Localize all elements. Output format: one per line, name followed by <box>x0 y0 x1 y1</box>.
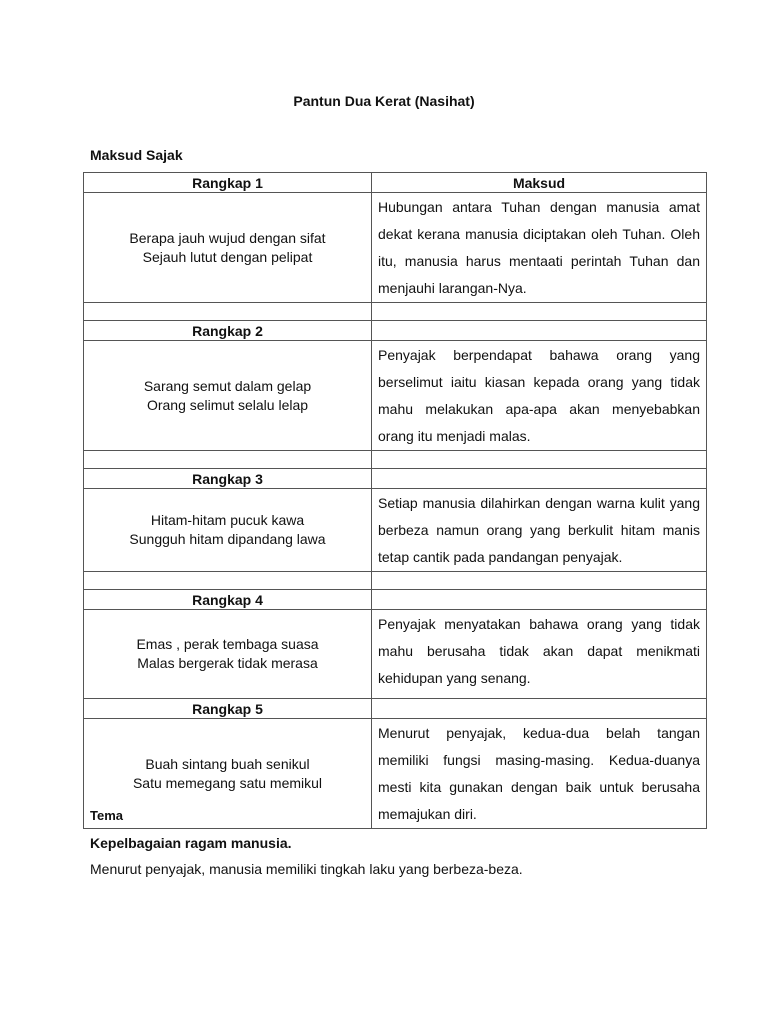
meaning-cell <box>372 719 707 829</box>
meaning-cell <box>372 610 707 699</box>
spacer-row <box>84 572 707 590</box>
table-row <box>84 193 707 303</box>
meaning-text: Setiap manusia dilahirkan dengan warna kulit yang berbeza namun orang yang berkulit hitam manis tetap cantik pada pandangan penyajak. <box>378 495 700 565</box>
verse-line: Buah sintang buah senikul <box>145 755 310 772</box>
verse-cell <box>84 719 372 829</box>
verse-line: Orang selimut selalu lelap <box>146 396 309 413</box>
spacer-row <box>84 451 707 469</box>
verse-line: Satu memegang satu memikul <box>132 774 323 791</box>
tema-description: Menurut penyajak, manusia memiliki tingkah laku yang berbeza-beza. <box>90 861 523 877</box>
verse-line: Sarang semut dalam gelap <box>143 377 312 394</box>
section-heading: Maksud Sajak <box>90 147 183 163</box>
verse-cell <box>84 341 372 451</box>
meaning-cell <box>372 341 707 451</box>
meaning-text: Penyajak menyatakan bahawa orang yang tidak mahu berusaha tidak akan dapat menikmati kehidupan yang senang. <box>378 616 700 686</box>
meaning-text: Penyajak berpendapat bahawa orang yang berselimut iaitu kiasan kepada orang yang tidak mahu melakukan apa-apa akan menyebabkan orang itu menjadi malas. <box>378 347 700 444</box>
meaning-cell <box>372 193 707 303</box>
empty-header-cell <box>372 699 707 719</box>
verse-line: Berapa jauh wujud dengan sifat <box>129 229 326 246</box>
tema-title: Kepelbagaian ragam manusia. <box>90 835 292 851</box>
tema-label: Tema <box>90 808 123 823</box>
table-header-row <box>84 469 707 489</box>
verse-line: Emas , perak tembaga suasa <box>136 636 319 652</box>
page-title: Pantun Dua Kerat (Nasihat) <box>293 93 475 109</box>
table-header-row <box>84 699 707 719</box>
verse-cell <box>84 489 372 572</box>
verse-line: Malas bergerak tidak merasa <box>137 655 318 671</box>
table-row <box>84 719 707 829</box>
meaning-text: Hubungan antara Tuhan dengan manusia amat dekat kerana manusia diciptakan oleh Tuhan. Oleh itu, manusia harus mentaati perintah Tuhan dan menjauhi larangan-Nya. <box>378 199 700 296</box>
row-label: Rangkap 5 <box>84 699 372 719</box>
empty-header-cell <box>372 590 707 610</box>
column-header-maksud: Maksud <box>372 173 707 193</box>
verse-line: Sejauh lutut dengan pelipat <box>142 248 313 265</box>
row-label: Rangkap 3 <box>84 469 372 489</box>
verse-line: Hitam-hitam pucuk kawa <box>150 512 305 528</box>
verse-cell <box>84 193 372 303</box>
empty-header-cell <box>372 469 707 489</box>
row-label: Rangkap 2 <box>84 321 372 341</box>
verse-line: Sungguh hitam dipandang lawa <box>129 531 326 547</box>
table-header-row <box>84 590 707 610</box>
table-row <box>84 489 707 572</box>
column-header-rangkap: Rangkap 1 <box>84 173 372 193</box>
verse-cell <box>84 610 372 699</box>
table-header-row <box>84 173 707 193</box>
row-label: Rangkap 4 <box>84 590 372 610</box>
table-row <box>84 610 707 699</box>
table-header-row <box>84 321 707 341</box>
meaning-text: Menurut penyajak, kedua-dua belah tangan memiliki fungsi masing-masing. Kedua-duanya mesti kita gunakan dengan baik untuk berusaha memajukan diri. <box>378 725 700 822</box>
spacer-row <box>84 303 707 321</box>
poem-table <box>83 172 707 829</box>
empty-header-cell <box>372 321 707 341</box>
meaning-cell <box>372 489 707 572</box>
table-row <box>84 341 707 451</box>
